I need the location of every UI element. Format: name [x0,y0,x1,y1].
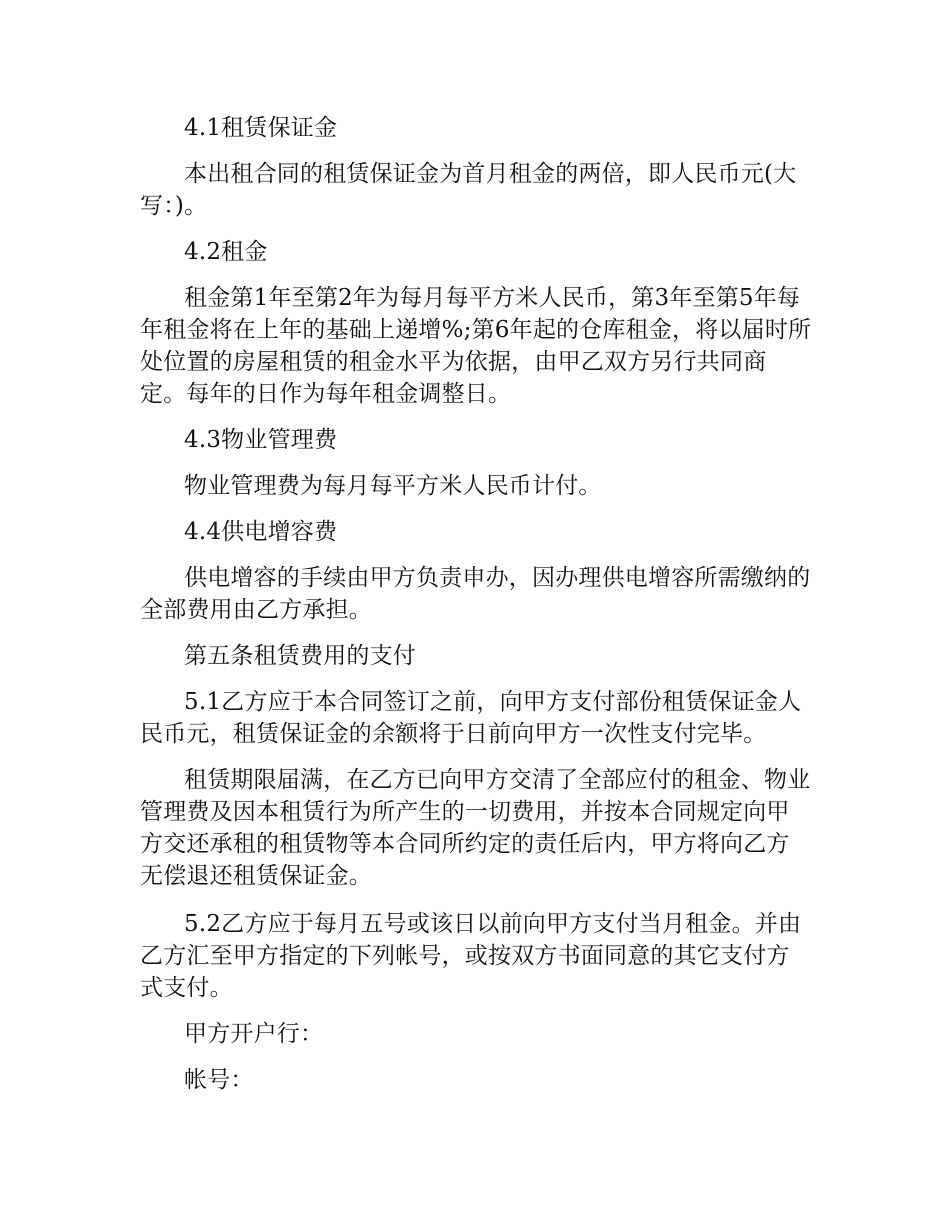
section-4-2-heading: 4.2租金 [184,239,268,265]
article-5-heading: 第五条租赁费用的支付 [184,643,416,669]
paragraph-rent: 租金第1年至第2年为每月每平方米人民币，第3年至第5年每年租金将在上年的基础上递增%;第6年起的仓库租金，将以届时所处位置的房屋租赁的租金水平为依据，由甲乙双方另行共同商定。每年的日作为每年租金调整日。 [140,285,812,407]
section-4-4-heading: 4.4供电增容费 [184,519,338,545]
paragraph-property-fee: 物业管理费为每月每平方米人民币计付。 [184,473,602,499]
paragraph-power-capacity: 供电增容的手续由甲方负责申办，因办理供电增容所需缴纳的全部费用由乙方承担。 [140,565,811,623]
document-body [140,112,812,1110]
paragraph-payment-5-2: 5.2乙方应于每月五号或该日以前向甲方支付当月租金。并由乙方汇至甲方指定的下列帐号，或按双方书面同意的其它支付方式支付。 [140,911,802,1001]
bank-field-label: 甲方开户行： [184,1021,324,1047]
paragraph-deposit-refund: 租赁期限届满，在乙方已向甲方交清了全部应付的租金、物业管理费及因本租赁行为所产生的一切费用，并按本合同规定向甲方交还承租的租赁物等本合同所约定的责任后内，甲方将向乙方无偿退还租赁保证金。 [140,767,811,889]
paragraph-payment-5-1: 5.1乙方应于本合同签订之前，向甲方支付部份租赁保证金人民币元，租赁保证金的余额将于日前向甲方一次性支付完毕。 [140,689,802,747]
paragraph-deposit: 本出租合同的租赁保证金为首月租金的两倍，即人民币元(大写：)。 [140,161,797,219]
account-field-label: 帐号： [184,1067,254,1093]
section-4-1-heading: 4.1租赁保证金 [184,115,338,141]
section-4-3-heading: 4.3物业管理费 [184,427,338,453]
